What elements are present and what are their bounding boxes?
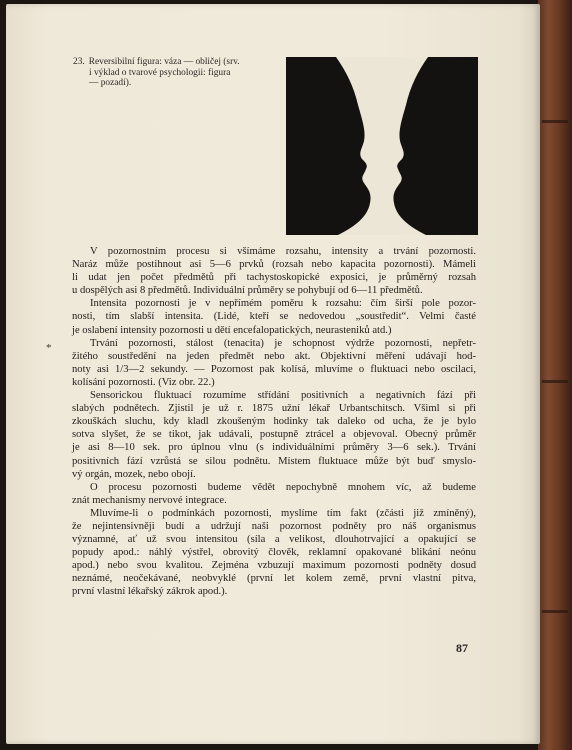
book-edge <box>538 0 572 750</box>
caption-line: Reversibilní figura: váza — obličej (srv. <box>88 57 240 67</box>
text-line: Intensita pozornosti je v nepřímém poměru k rozsahu: čím širší pole pozor- <box>90 298 476 310</box>
vase-faces-figure <box>286 57 478 235</box>
figure-caption <box>73 57 263 89</box>
text-line: positivních fází vzrůstá se silou podnětu. Místem fluktuace může být buď smyslo- <box>72 455 476 467</box>
caption-line: — pozadí). <box>89 78 132 89</box>
text-line: apod.) nebo svou kvalitou. Zejména vzbuzují maximum pozornosti podněty dosud <box>72 560 476 572</box>
rubin-vase-illustration <box>286 57 478 235</box>
text-line: první vlastní lékařský zákrok apod.). <box>72 586 228 598</box>
text-line: slabých podnětech. Zjistil je už r. 1875 užní lékař Urbantschitsch. Všiml si při <box>72 403 476 415</box>
text-line: O procesu pozornosti budeme vědět nepochybně mnohem víc, až budeme <box>90 481 476 493</box>
text-line: vý orgán, mozek, nebo obojí. <box>72 468 196 480</box>
page-number: 87 <box>456 641 468 655</box>
text-line: noty asi 1/3—2 sekundy. — Pozornost pak kolísá, mluvíme o fluktuaci nebo oscilaci, <box>72 363 476 375</box>
margin-mark: * <box>46 342 52 354</box>
text-line: Trvání pozornosti, stálost (tenacita) je schopnost výdrže pozornosti, nepřetr- <box>90 337 476 349</box>
text-line: je oslabení intensity pozornosti u dětí encefalopatických, neurasteniků atd.) <box>72 324 392 336</box>
text-line: znát mechanismy nervové integrace. <box>72 494 227 506</box>
text-line: li udat jen počet předmětů při tachystoskopické exposici, je průměrný rozsah <box>72 272 476 284</box>
text-line: u dospělých asi 8 předmětů. Individuální průměry se pohybují od 6—11 předmětů. <box>72 285 423 297</box>
text-line: Mluvíme-li o podmínkách pozornosti, myslíme tím fakt (zčásti již zmíněný), <box>90 507 476 519</box>
text-line: sotva slyšet, že se tikot, jak udávali, postupně ztrácel a objevoval. Obecný průměr <box>72 429 476 441</box>
body-text <box>72 245 476 599</box>
text-line: je asi 8—10 sek. pro úplnou vlnu (s individuálními průměry 3—6 sek.). Trvání <box>72 442 476 454</box>
text-line: Sensorickou fluktuací rozumíme střídání positivních a negativních fází při <box>90 390 476 402</box>
text-line: nosti, tím slabší intensita. (Lidé, kteří se nedovedou „soustředit“. Velmi časté <box>72 311 476 323</box>
text-line: zkouškách sluchu, kdy kladl zkoušeným hodinky tak daleko od ucha, že je bylo <box>72 416 476 428</box>
text-line: V pozornostním procesu si všímáme rozsahu, intensity a trvání pozornosti. <box>90 246 476 257</box>
text-line: žitého soustředění na jeden předmět nebo akt. Objektivní měření udávají hod- <box>72 350 476 362</box>
caption-line: i výklad o tvarové psychologii: figura <box>89 67 231 78</box>
text-line: kolísání pozornosti. (Viz obr. 22.) <box>72 376 215 388</box>
text-line: významné, ať už svou intensitou (síla a velikost, dlouhotrvající a opakující se <box>72 534 476 546</box>
text-line: že nejintensivněji budí a udržují naši pozornost podněty pro náš organismus <box>72 520 476 532</box>
text-line: neznámé, neočekávané, neobvyklé (první let kolem země, první vlastní pitva, <box>72 573 476 585</box>
figure-number: 23. <box>73 57 85 67</box>
text-line: popudy apod.: náhlý výstřel, obrovitý člověk, reklamní opakované blikání neónu <box>72 547 476 559</box>
text-line: Naráz může postihnout asi 5—6 prvků (rozsah nebo kapacita pozornosti). Mámeli <box>72 259 476 271</box>
